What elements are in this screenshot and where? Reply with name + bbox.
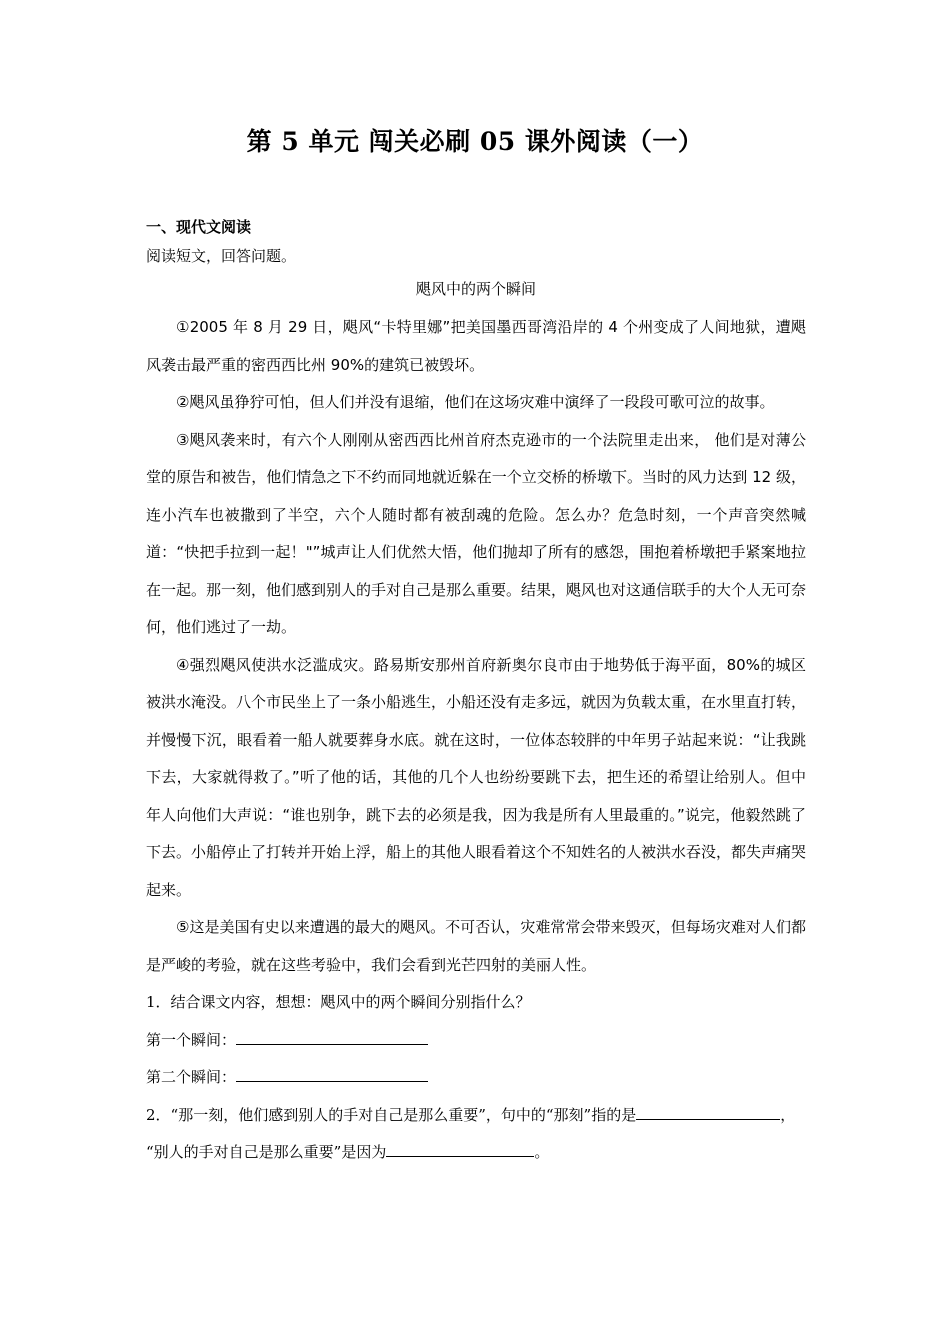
second-moment-label: 第二个瞬间：: [146, 1068, 237, 1086]
article-paragraph-5: ⑤这是美国有史以来遭遇的最大的飓风。不可否认，灾难常常会带来毁灭，但每场灾难对人们都是严峻的考验，就在这些考验中，我们会看到光芒四射的美丽人性。: [146, 918, 806, 974]
second-moment-blank[interactable]: [236, 1067, 428, 1082]
question-2-text-part4: 。: [534, 1143, 550, 1161]
article-paragraph-3: ③飓风袭来时，有六个人刚刚从密西西比州首府杰克逊市的一个法院里走出来， 他们是对薄公堂的原告和被告，他们情急之下不约而同地就近躲在一个立交桥的桥墩下。当时的风力达到 12 级，连小汽车也被撒到了半空，六个人随时都有被刮魂的危险。怎么办？危急时刻，一个声音突然喊道：“快把手拉到一起！"”城声让人们优然大悟，他们抛却了所有的感怨，围抱着桥墩把手紧案地拉在一起。那一刻，他们感到别人的手对自己是那么重要。结果，飓风也对这通信联手的大个人无可奈何，他们逃过了一劫。: [146, 430, 807, 636]
question-1-second-answer: [146, 1059, 806, 1097]
question-2-text-part3: “别人的手对自己是那么重要”是因为: [146, 1143, 387, 1161]
section-heading: 一、现代文阅读: [146, 218, 252, 236]
article-title: 飓风中的两个瞬间: [415, 280, 536, 298]
question-1-first-answer: [146, 1022, 806, 1060]
reason-blank[interactable]: [386, 1142, 534, 1157]
question-2: [146, 1097, 806, 1172]
question-1: [146, 984, 806, 1022]
question-2-text-part1: 2．“那一刻，他们感到别人的手对自己是那么重要”，句中的“那刻”指的是: [146, 1105, 637, 1124]
that-moment-blank[interactable]: [636, 1105, 780, 1120]
page-title: 第 5 单元 闯关必刷 05 课外阅读（一）: [246, 127, 704, 156]
article-paragraph-1: ①2005 年 8 月 29 日，飓风“卡特里娜”把美国墨西哥湾沿岸的 4 个州变成了人间地狱，遭飓风袭击最严重的密西西比州 90%的建筑已被毁坏。: [146, 318, 806, 374]
article-paragraph-2: ②飓风虽狰狞可怕，但人们并没有退缩，他们在这场灾难中演绎了一段段可歌可泣的故事。: [176, 393, 775, 411]
article-paragraph-4: ④强烈飓风使洪水泛滥成灾。路易斯安那州首府新奥尔良市由于地势低于海平面，80%的城区被洪水淹没。八个市民坐上了一条小船逃生，小船还没有走多远，就因为负载太重，在水里直打转，并慢慢下沉，眼看着一船人就要葬身水底。就在这时，一位体态较胖的中年男子站起来说：“让我跳下去，大家就得救了。”听了他的话，其他的几个人也纷纷要跳下去，把生还的希望让给别人。但中年人向他们大声说：“谁也别争，跳下去的必须是我，因为我是所有人里最重的。”说完，他毅然跳了下去。小船停止了打转并开始上浮，船上的其他人眼看着这个不知姓名的人被洪水吞没，都失声痛哭起来。: [146, 655, 807, 899]
first-moment-blank[interactable]: [236, 1030, 428, 1045]
reading-instruction: 阅读短文，回答问题。: [146, 247, 297, 265]
question-1-text: 1．结合课文内容，想想：飓风中的两个瞬间分别指什么？: [146, 993, 531, 1011]
first-moment-label: 第一个瞬间：: [146, 1030, 237, 1049]
document-content: [146, 214, 806, 1172]
article-body: [146, 309, 806, 984]
question-2-text-part2: ，: [780, 1105, 796, 1124]
